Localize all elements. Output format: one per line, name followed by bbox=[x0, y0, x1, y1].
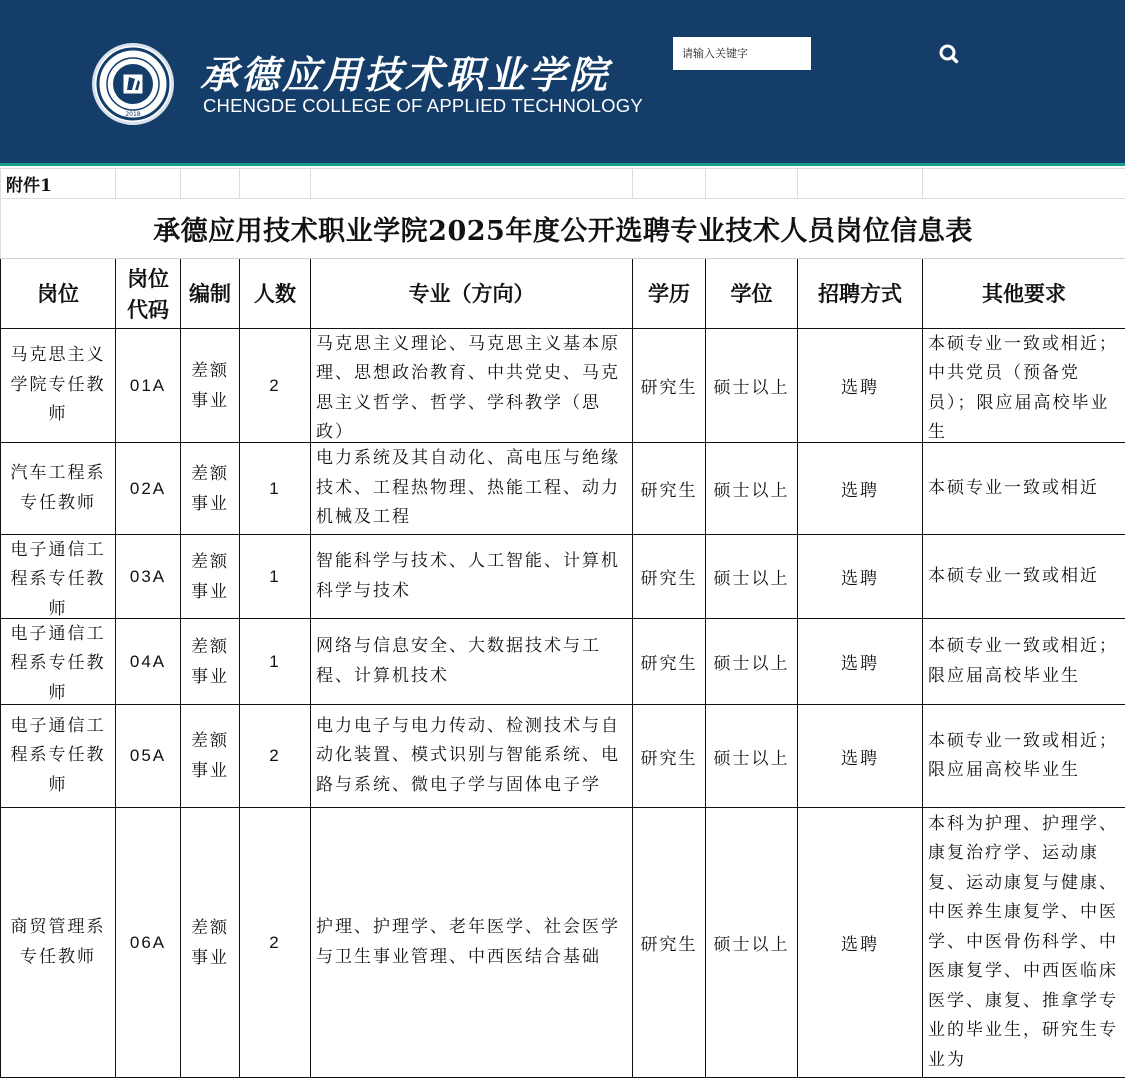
method-cell: 选聘 bbox=[798, 535, 923, 619]
college-seal-logo[interactable] bbox=[92, 43, 174, 125]
method-cell: 选聘 bbox=[798, 619, 923, 705]
major-cell: 电力系统及其自动化、高电压与绝缘技术、工程热物理、热能工程、动力机械及工程 bbox=[311, 443, 633, 535]
code-cell: 06A bbox=[116, 808, 181, 1078]
table-row bbox=[1, 329, 1125, 443]
table-row bbox=[1, 619, 1125, 705]
count-cell: 2 bbox=[240, 329, 311, 443]
type-cell: 差额 事业 bbox=[181, 705, 240, 808]
col-header-count: 人数 bbox=[240, 259, 311, 329]
title-row bbox=[1, 199, 1125, 259]
other-cell: 本硕专业一致或相近；限应届高校毕业生 bbox=[923, 619, 1125, 705]
count-cell: 2 bbox=[240, 808, 311, 1078]
code-cell: 04A bbox=[116, 619, 181, 705]
table-row bbox=[1, 705, 1125, 808]
count-cell: 1 bbox=[240, 619, 311, 705]
search-input[interactable] bbox=[673, 37, 811, 70]
positions-table bbox=[0, 168, 1125, 1078]
header-accent-line bbox=[0, 163, 1125, 166]
col-header-post: 岗位 bbox=[1, 259, 116, 329]
degree-cell: 硕士以上 bbox=[706, 808, 798, 1078]
annex-label: 附件1 bbox=[1, 169, 116, 199]
code-cell: 05A bbox=[116, 705, 181, 808]
edu-cell: 研究生 bbox=[633, 535, 706, 619]
table-row bbox=[1, 535, 1125, 619]
col-header-code: 岗位 代码 bbox=[116, 259, 181, 329]
type-cell: 差额 事业 bbox=[181, 329, 240, 443]
major-cell: 智能科学与技术、人工智能、计算机科学与技术 bbox=[311, 535, 633, 619]
type-cell: 差额 事业 bbox=[181, 443, 240, 535]
degree-cell: 硕士以上 bbox=[706, 329, 798, 443]
edu-cell: 研究生 bbox=[633, 705, 706, 808]
post-cell: 电子通信工程系专任教师 bbox=[1, 705, 116, 808]
code-cell: 03A bbox=[116, 535, 181, 619]
other-cell: 本硕专业一致或相近；中共党员（预备党员）；限应届高校毕业生 bbox=[923, 329, 1125, 443]
post-cell: 马克思主义学院专任教师 bbox=[1, 329, 116, 443]
method-cell: 选聘 bbox=[798, 808, 923, 1078]
recruitment-sheet bbox=[0, 168, 1125, 1080]
seal-year: 2018 bbox=[125, 111, 141, 118]
code-cell: 02A bbox=[116, 443, 181, 535]
col-header-other: 其他要求 bbox=[923, 259, 1125, 329]
edu-cell: 研究生 bbox=[633, 329, 706, 443]
major-cell: 护理、护理学、老年医学、社会医学与卫生事业管理、中西医结合基础 bbox=[311, 808, 633, 1078]
post-cell: 汽车工程系专任教师 bbox=[1, 443, 116, 535]
col-header-major: 专业（方向） bbox=[311, 259, 633, 329]
major-cell: 网络与信息安全、大数据技术与工程、计算机技术 bbox=[311, 619, 633, 705]
type-cell: 差额 事业 bbox=[181, 619, 240, 705]
table-title: 承德应用技术职业学院2025年度公开选聘专业技术人员岗位信息表 bbox=[1, 199, 1125, 259]
col-header-edu: 学历 bbox=[633, 259, 706, 329]
edu-cell: 研究生 bbox=[633, 443, 706, 535]
count-cell: 2 bbox=[240, 705, 311, 808]
search-icon bbox=[935, 40, 963, 68]
table-row bbox=[1, 443, 1125, 535]
site-header bbox=[0, 0, 1125, 165]
table-row bbox=[1, 808, 1125, 1078]
degree-cell: 硕士以上 bbox=[706, 443, 798, 535]
type-cell: 差额 事业 bbox=[181, 808, 240, 1078]
college-name-cn: 承德应用技术职业学院 bbox=[200, 52, 611, 97]
major-cell: 电力电子与电力传动、检测技术与自动化装置、模式识别与智能系统、电路与系统、微电子学与固体电子学 bbox=[311, 705, 633, 808]
post-cell: 商贸管理系专任教师 bbox=[1, 808, 116, 1078]
other-cell: 本硕专业一致或相近；限应届高校毕业生 bbox=[923, 705, 1125, 808]
count-cell: 1 bbox=[240, 535, 311, 619]
type-cell: 差额 事业 bbox=[181, 535, 240, 619]
col-header-degree: 学位 bbox=[706, 259, 798, 329]
degree-cell: 硕士以上 bbox=[706, 705, 798, 808]
method-cell: 选聘 bbox=[798, 329, 923, 443]
post-cell: 电子通信工程系专任教师 bbox=[1, 535, 116, 619]
degree-cell: 硕士以上 bbox=[706, 619, 798, 705]
degree-cell: 硕士以上 bbox=[706, 535, 798, 619]
post-cell: 电子通信工程系专任教师 bbox=[1, 619, 116, 705]
col-header-type: 编制 bbox=[181, 259, 240, 329]
edu-cell: 研究生 bbox=[633, 808, 706, 1078]
other-cell: 本硕专业一致或相近 bbox=[923, 535, 1125, 619]
code-cell: 01A bbox=[116, 329, 181, 443]
edu-cell: 研究生 bbox=[633, 619, 706, 705]
count-cell: 1 bbox=[240, 443, 311, 535]
header-row bbox=[1, 259, 1125, 329]
other-cell: 本科为护理、护理学、康复治疗学、运动康复、运动康复与健康、中医养生康复学、中医学、中医骨伤科学、中医康复学、中西医临床医学、康复、推拿学专业的毕业生，研究生专业为 bbox=[923, 808, 1125, 1078]
college-name-en: CHENGDE COLLEGE OF APPLIED TECHNOLOGY bbox=[203, 95, 643, 116]
col-header-method: 招聘方式 bbox=[798, 259, 923, 329]
method-cell: 选聘 bbox=[798, 705, 923, 808]
search-button[interactable] bbox=[935, 40, 963, 68]
method-cell: 选聘 bbox=[798, 443, 923, 535]
seal-emblem-icon bbox=[95, 46, 171, 122]
annex-row bbox=[1, 169, 1125, 199]
major-cell: 马克思主义理论、马克思主义基本原理、思想政治教育、中共党史、马克思主义哲学、哲学、学科教学（思政） bbox=[311, 329, 633, 443]
other-cell: 本硕专业一致或相近 bbox=[923, 443, 1125, 535]
